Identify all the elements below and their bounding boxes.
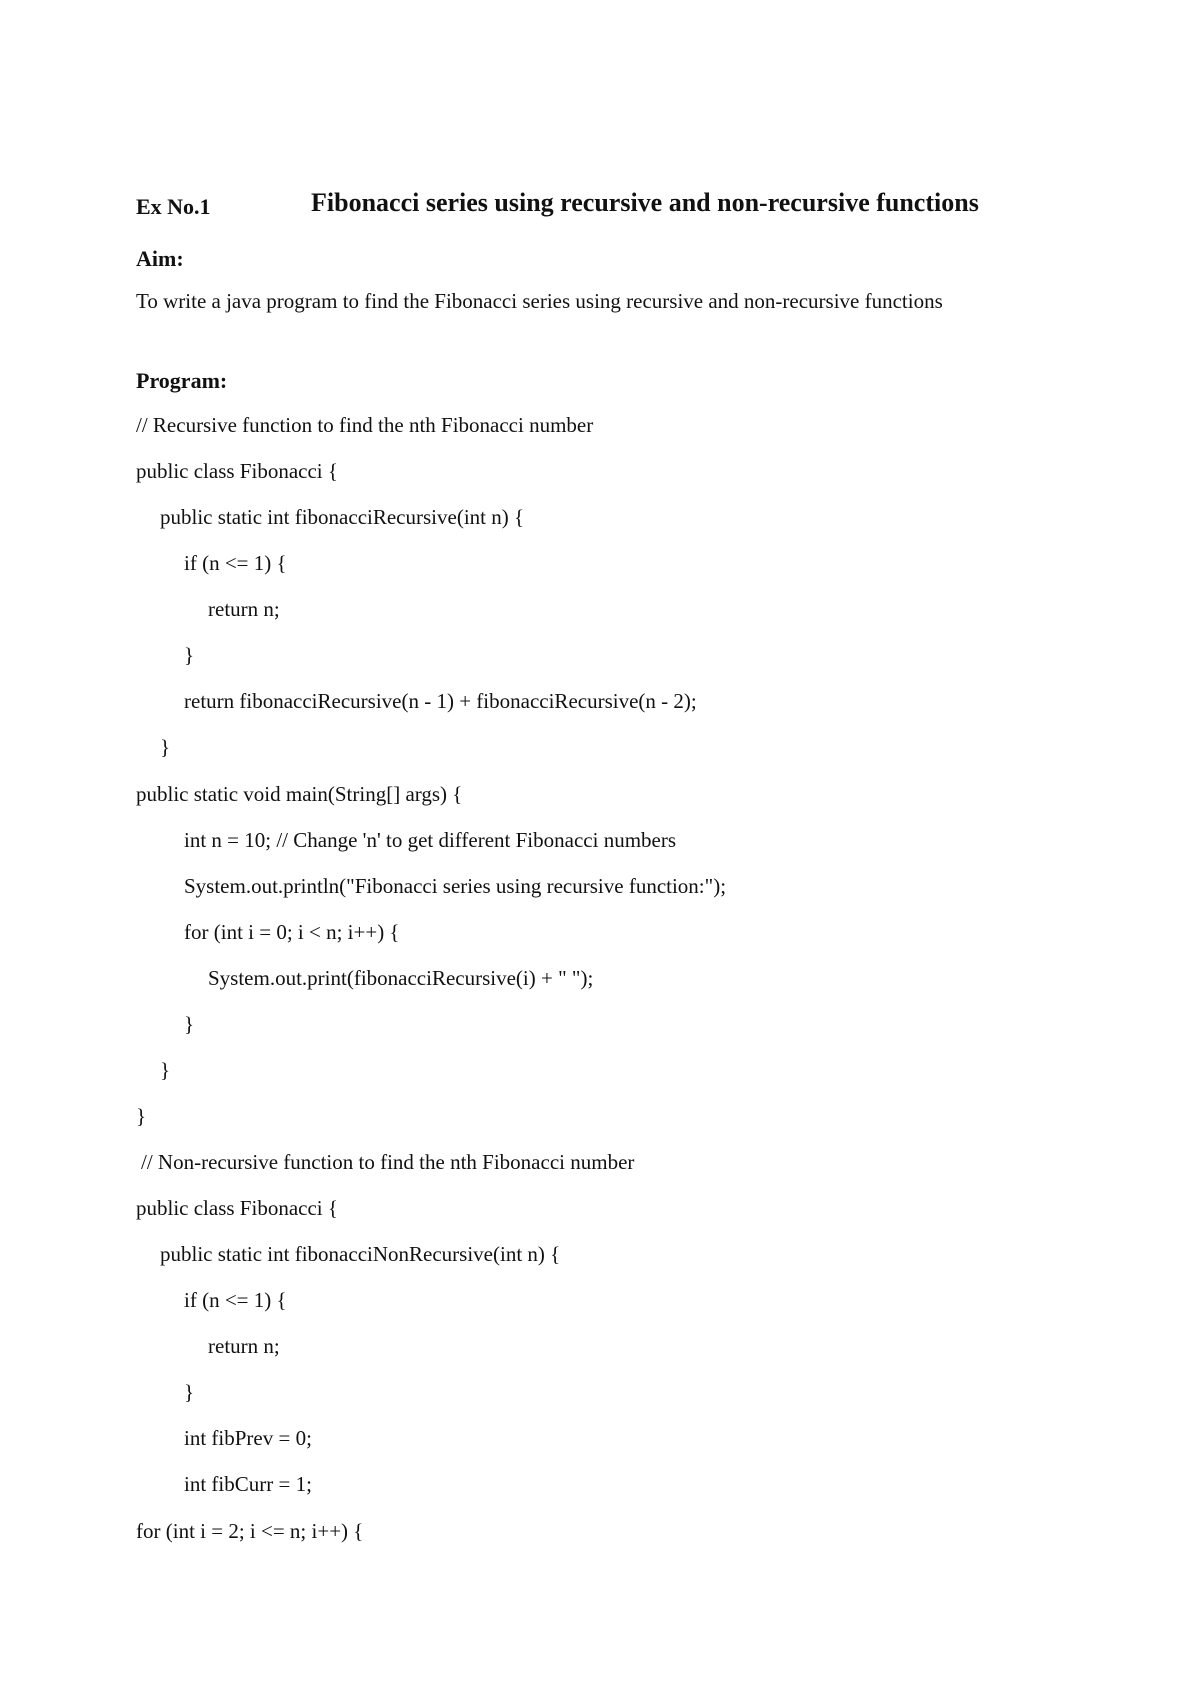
code-line: public class Fibonacci { xyxy=(136,459,338,483)
code-line: // Recursive function to find the nth Fibonacci number xyxy=(136,413,594,437)
code-line: } xyxy=(160,1058,171,1082)
code-line: } xyxy=(136,1104,147,1128)
code-line: for (int i = 2; i <= n; i++) { xyxy=(136,1519,364,1543)
code-line: public static int fibonacciNonRecursive(int n) { xyxy=(160,1242,561,1266)
code-line: for (int i = 0; i < n; i++) { xyxy=(184,920,400,944)
code-line: int fibPrev = 0; xyxy=(184,1426,312,1450)
aim-heading: Aim: xyxy=(136,246,184,271)
exercise-title: Fibonacci series using recursive and non-recursive functions xyxy=(311,188,979,217)
code-line: } xyxy=(184,643,195,667)
code-line: if (n <= 1) { xyxy=(184,1288,287,1312)
code-line: int n = 10; // Change 'n' to get different Fibonacci numbers xyxy=(184,828,677,852)
code-line: return n; xyxy=(208,597,280,621)
exercise-number: Ex No.1 xyxy=(136,194,211,219)
exercise-header xyxy=(136,188,1096,228)
code-line: return n; xyxy=(208,1334,280,1358)
code-line: public static int fibonacciRecursive(int n) { xyxy=(160,505,525,529)
code-line: } xyxy=(184,1012,195,1036)
code-line: public class Fibonacci { xyxy=(136,1196,338,1220)
code-line: System.out.println("Fibonacci series using recursive function:"); xyxy=(184,874,727,898)
code-line: return fibonacciRecursive(n - 1) + fibonacciRecursive(n - 2); xyxy=(184,689,697,713)
code-line: // Non-recursive function to find the nth Fibonacci number xyxy=(141,1150,635,1174)
aim-text: To write a java program to find the Fibonacci series using recursive and non-recursive functions xyxy=(136,289,943,313)
code-line: if (n <= 1) { xyxy=(184,551,287,575)
code-line: int fibCurr = 1; xyxy=(184,1472,312,1496)
code-line: public static void main(String[] args) { xyxy=(136,782,463,806)
code-line: } xyxy=(184,1380,195,1404)
program-heading: Program: xyxy=(136,368,228,393)
code-line: System.out.print(fibonacciRecursive(i) + " "); xyxy=(208,966,594,990)
code-line: } xyxy=(160,735,171,759)
